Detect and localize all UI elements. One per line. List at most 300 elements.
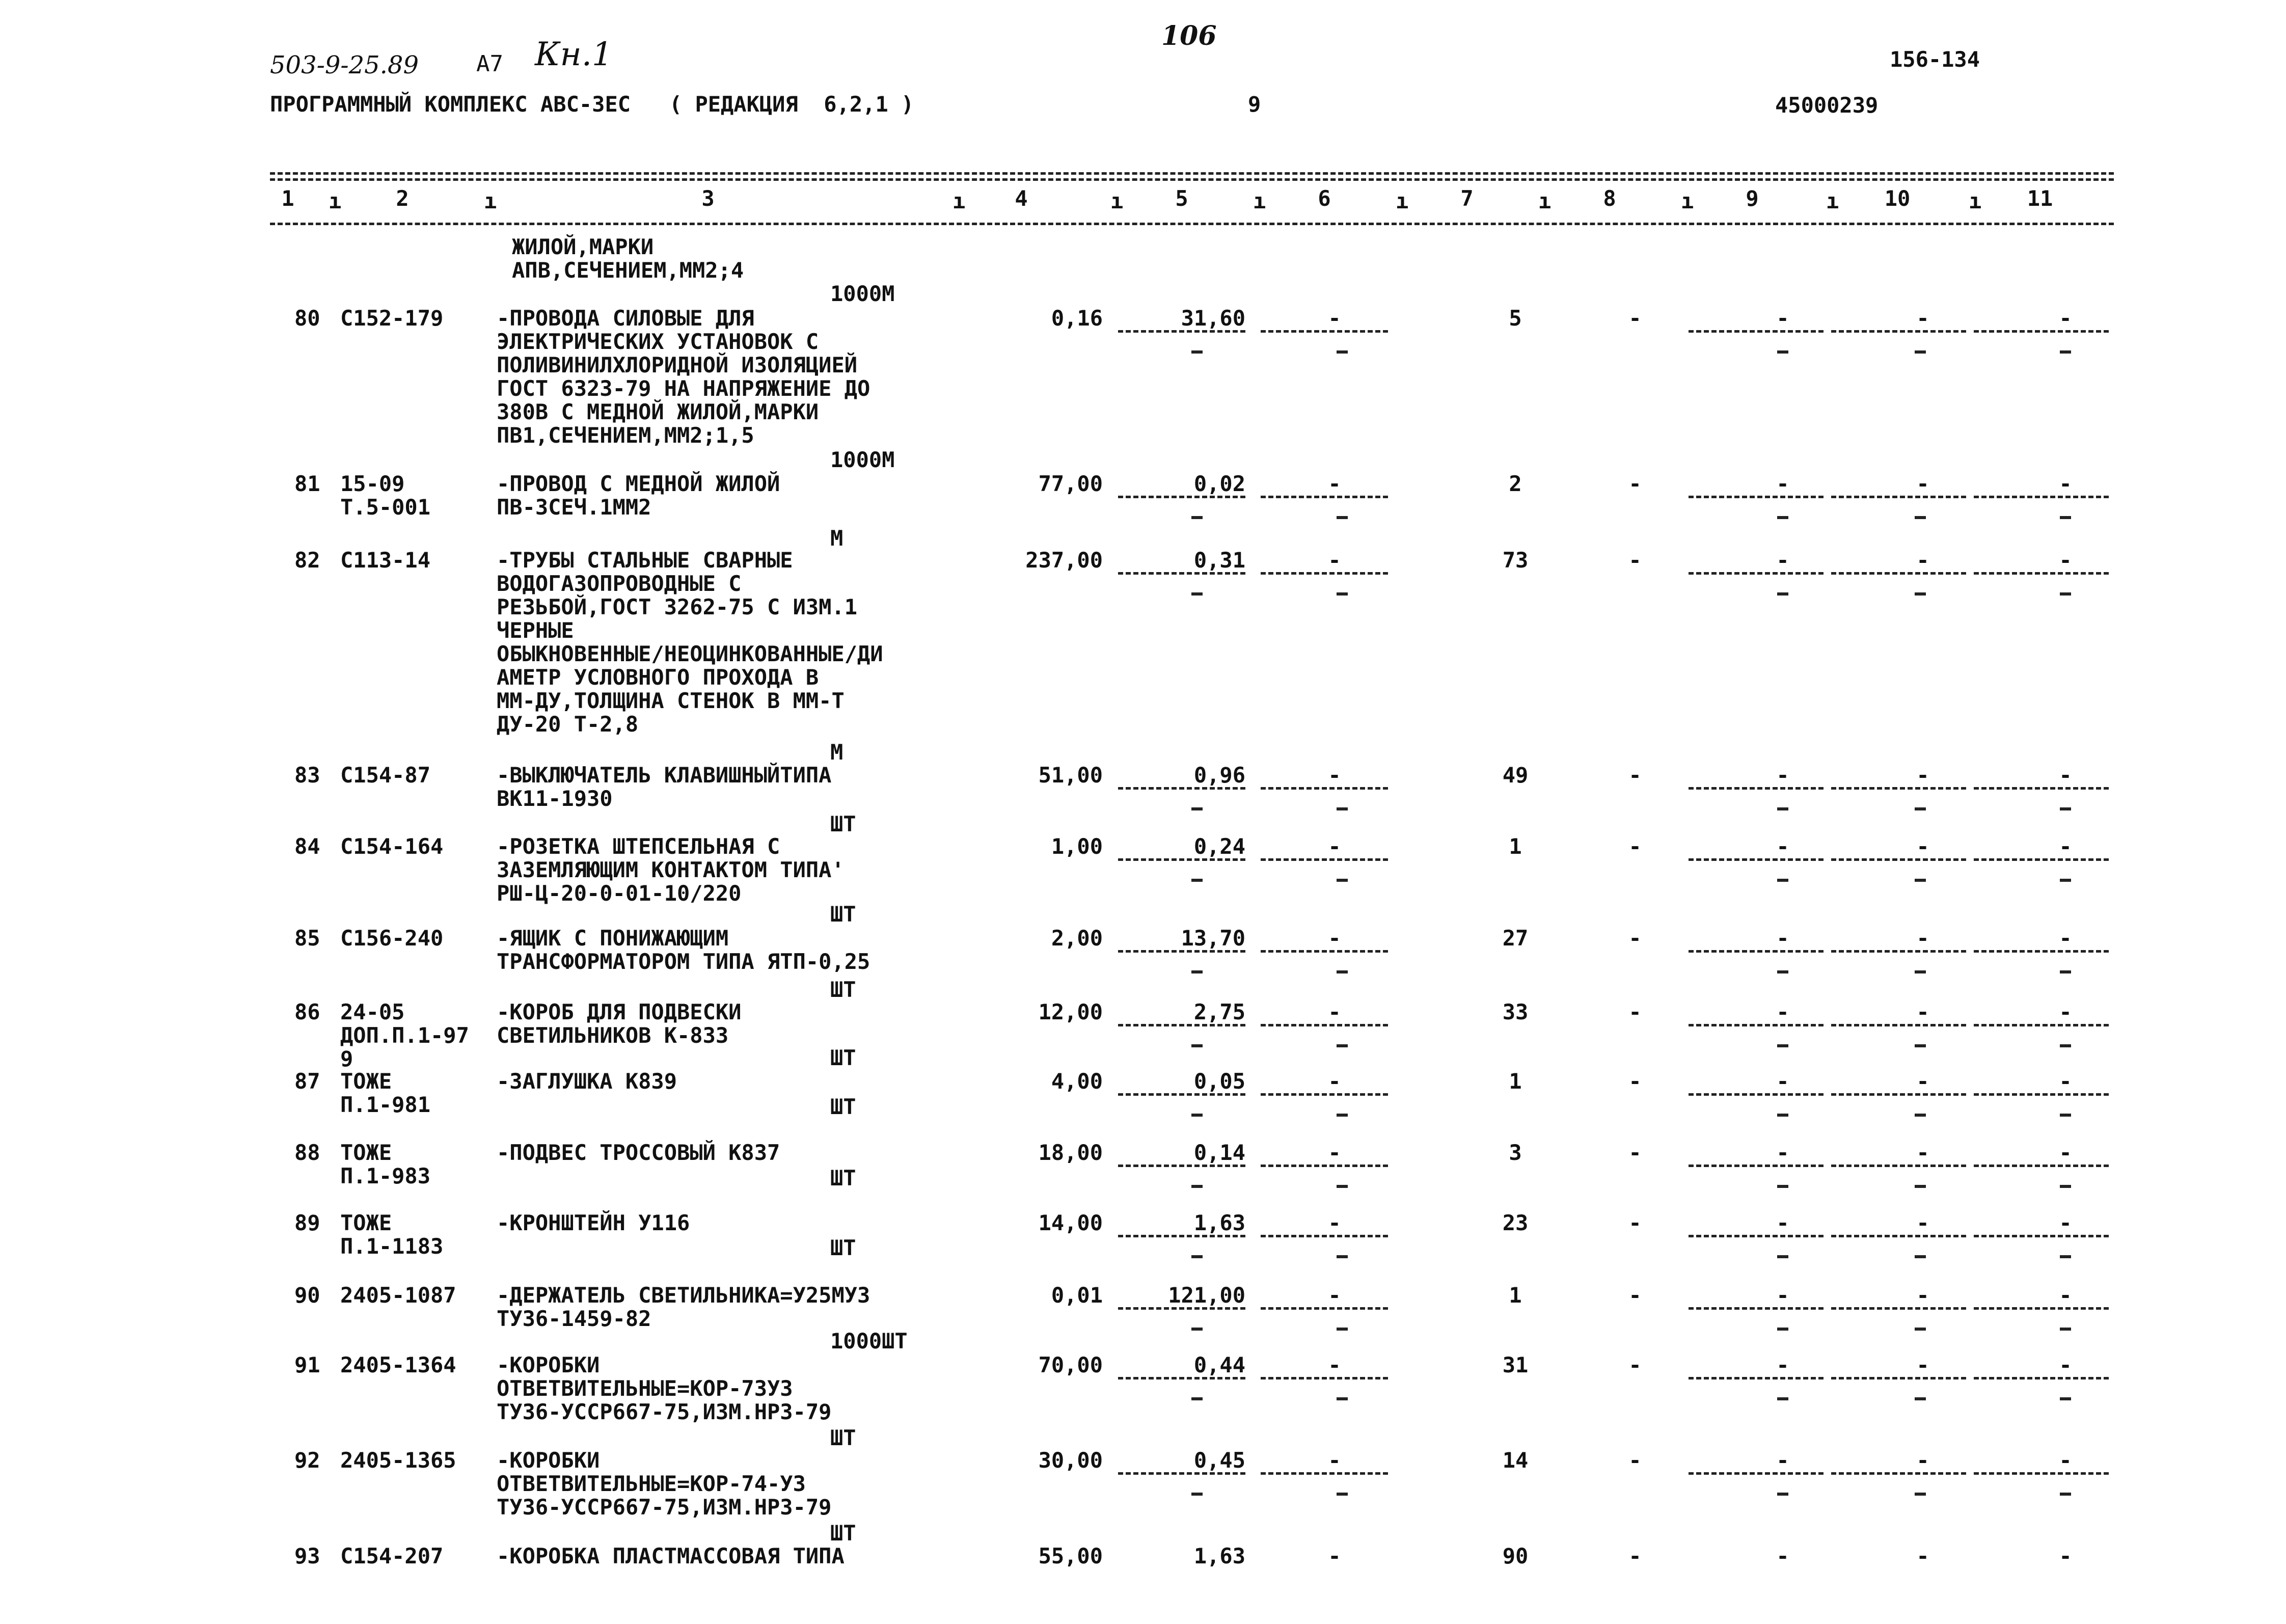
row-unit: ШТ <box>830 902 856 927</box>
row-col10: - <box>1916 834 1929 859</box>
empty-value-mark <box>1191 516 1203 519</box>
dashed-separator <box>1261 1093 1388 1096</box>
row-col9: - <box>1776 1283 1789 1308</box>
album-label: А7 <box>476 51 503 77</box>
row-col11: - <box>2059 1352 2072 1377</box>
row-col11: - <box>2059 834 2072 859</box>
row-col7: 14 <box>1502 1448 1529 1473</box>
column-header-6: 6 <box>1318 186 1331 211</box>
empty-value-mark <box>2060 1185 2071 1188</box>
empty-value-mark <box>1777 350 1788 354</box>
empty-value-mark <box>2060 1397 2071 1400</box>
row-col10: - <box>1916 999 1929 1024</box>
row-col11: - <box>2059 306 2072 331</box>
column-header-8: 8 <box>1603 186 1616 211</box>
row-col7: 3 <box>1509 1140 1522 1165</box>
row-col9: - <box>1776 1544 1789 1568</box>
row-quantity: 51,00 <box>1038 763 1103 788</box>
row-description: -ТРУБЫ СТАЛЬНЫЕ СВАРНЫЕ <box>497 548 793 573</box>
row-description: -КРОНШТЕЙН У116 <box>497 1210 690 1235</box>
empty-value-mark <box>1337 807 1348 810</box>
row-col11: - <box>2059 999 2072 1024</box>
carryover-unit: 1000М <box>830 281 895 306</box>
row-unit-price: 2,75 <box>1193 999 1245 1024</box>
empty-value-mark <box>1191 1397 1203 1400</box>
empty-value-mark <box>1191 970 1203 973</box>
column-separator: ı <box>1253 188 1266 213</box>
empty-value-mark <box>2060 1493 2071 1496</box>
top-left-code: 503-9-25.89 <box>270 51 419 79</box>
row-number: 91 <box>294 1352 320 1377</box>
row-col8: - <box>1628 1140 1642 1165</box>
row-code: 2405-1364 <box>340 1352 456 1377</box>
row-description: РШ-Ц-20-0-01-10/220 <box>497 881 742 906</box>
row-col8: - <box>1628 763 1642 788</box>
empty-value-mark <box>1337 1255 1348 1258</box>
dashed-separator <box>1261 950 1388 953</box>
dashed-separator <box>1974 1093 2109 1096</box>
row-number: 89 <box>294 1210 320 1235</box>
column-header-1: 1 <box>281 186 294 211</box>
row-unit: ШТ <box>830 1094 856 1119</box>
row-number: 85 <box>294 926 320 951</box>
dashed-separator <box>1974 950 2109 953</box>
row-description: -РОЗЕТКА ШТЕПСЕЛЬНАЯ С <box>497 834 780 859</box>
row-description: -ПОДВЕС ТРОССОВЫЙ К837 <box>497 1140 780 1165</box>
dashed-separator <box>1261 1024 1388 1026</box>
dashed-separator <box>1118 496 1245 498</box>
row-col10: - <box>1916 548 1929 573</box>
dashed-separator <box>1118 787 1245 790</box>
row-col7: 5 <box>1509 306 1522 331</box>
column-header-7: 7 <box>1460 186 1474 211</box>
dashed-separator <box>1689 496 1824 498</box>
empty-value-mark <box>1337 1328 1348 1331</box>
row-code: ДОП.П.1-97 <box>340 1023 469 1048</box>
row-quantity: 12,00 <box>1038 999 1103 1024</box>
row-code: ТОЖЕ <box>340 1069 392 1094</box>
empty-value-mark <box>1191 807 1203 810</box>
row-col10: - <box>1916 1283 1929 1308</box>
row-col6: - <box>1328 1352 1341 1377</box>
row-description: ТРАНСФОРМАТОРОМ ТИПА ЯТП-0,25 <box>497 949 870 974</box>
empty-value-mark <box>1915 1185 1926 1188</box>
row-number: 81 <box>294 471 320 496</box>
dashed-separator <box>1974 330 2109 333</box>
row-number: 87 <box>294 1069 320 1094</box>
row-code: С154-207 <box>340 1544 444 1568</box>
row-code: С113-14 <box>340 548 431 573</box>
row-col7: 90 <box>1502 1544 1529 1568</box>
row-col11: - <box>2059 1448 2072 1473</box>
row-col9: - <box>1776 926 1789 951</box>
empty-value-mark <box>1337 1493 1348 1496</box>
row-description: ТУ36-УССР667-75,ИЗМ.НР3-79 <box>497 1399 832 1424</box>
empty-value-mark <box>2060 350 2071 354</box>
row-unit: ШТ <box>830 977 856 1002</box>
row-quantity: 237,00 <box>1025 548 1103 573</box>
row-quantity: 0,16 <box>1051 306 1103 331</box>
row-col9: - <box>1776 1210 1789 1235</box>
column-header-3: 3 <box>701 186 715 211</box>
dashed-separator <box>1261 1472 1388 1475</box>
row-unit-price: 0,14 <box>1193 1140 1245 1165</box>
row-unit: ШТ <box>830 1235 856 1260</box>
table-top-rule <box>270 172 2114 175</box>
empty-value-mark <box>1915 1397 1926 1400</box>
row-col10: - <box>1916 1069 1929 1094</box>
row-unit: 1000ШТ <box>830 1329 908 1354</box>
empty-value-mark <box>1337 1185 1348 1188</box>
row-col7: 23 <box>1502 1210 1529 1235</box>
dashed-separator <box>1831 330 1966 333</box>
column-separator: ı <box>1110 188 1124 213</box>
row-unit-price: 0,02 <box>1193 471 1245 496</box>
row-description: -ВЫКЛЮЧАТЕЛЬ КЛАВИШНЫЙТИПА <box>497 763 832 788</box>
row-col9: - <box>1776 763 1789 788</box>
dashed-separator <box>1118 1093 1245 1096</box>
row-code: П.1-1183 <box>340 1234 444 1259</box>
row-number: 92 <box>294 1448 320 1473</box>
row-number: 93 <box>294 1544 320 1568</box>
empty-value-mark <box>1337 1114 1348 1117</box>
row-col9: - <box>1776 306 1789 331</box>
empty-value-mark <box>2060 592 2071 596</box>
row-description: -КОРОБ ДЛЯ ПОДВЕСКИ <box>497 999 742 1024</box>
row-number: 80 <box>294 306 320 331</box>
empty-value-mark <box>1191 1493 1203 1496</box>
dashed-separator <box>1118 1235 1245 1237</box>
row-quantity: 1,00 <box>1051 834 1103 859</box>
empty-value-mark <box>1777 1255 1788 1258</box>
row-description: ЧЕРНЫЕ <box>497 618 574 643</box>
row-description: СВЕТИЛЬНИКОВ К-833 <box>497 1023 729 1048</box>
row-description: ОТВЕТВИТЕЛЬНЫЕ=КОР-73У3 <box>497 1376 793 1401</box>
row-description: 380В С МЕДНОЙ ЖИЛОЙ,МАРКИ <box>497 399 819 424</box>
row-code: С152-179 <box>340 306 444 331</box>
row-col6: - <box>1328 1544 1341 1568</box>
dashed-separator <box>1118 1024 1245 1026</box>
row-quantity: 0,01 <box>1051 1283 1103 1308</box>
row-description: -ЯЩИК С ПОНИЖАЮЩИМ <box>497 926 729 951</box>
row-description: -КОРОБКИ <box>497 1448 600 1473</box>
row-number: 90 <box>294 1283 320 1308</box>
row-col6: - <box>1328 763 1341 788</box>
row-unit: М <box>830 740 843 765</box>
row-unit-price: 0,44 <box>1193 1352 1245 1377</box>
row-col10: - <box>1916 471 1929 496</box>
row-unit: М <box>830 526 843 551</box>
row-col8: - <box>1628 926 1642 951</box>
row-unit: 1000М <box>830 447 895 472</box>
dashed-separator <box>1974 1377 2109 1379</box>
row-unit-price: 0,45 <box>1193 1448 1245 1473</box>
row-col7: 73 <box>1502 548 1529 573</box>
row-col10: - <box>1916 1448 1929 1473</box>
row-col6: - <box>1328 471 1341 496</box>
column-separator: ı <box>484 188 497 213</box>
row-col8: - <box>1628 548 1642 573</box>
empty-value-mark <box>1191 1185 1203 1188</box>
row-quantity: 30,00 <box>1038 1448 1103 1473</box>
document-id: 45000239 <box>1775 93 1879 118</box>
empty-value-mark <box>1777 1397 1788 1400</box>
dashed-separator <box>1831 496 1966 498</box>
dashed-separator <box>1689 330 1824 333</box>
dashed-separator <box>1831 1472 1966 1475</box>
row-unit: ШТ <box>830 1166 856 1190</box>
empty-value-mark <box>1777 1044 1788 1047</box>
dashed-separator <box>1689 787 1824 790</box>
dashed-separator <box>1831 1093 1966 1096</box>
row-unit-price: 1,63 <box>1193 1544 1245 1568</box>
row-col11: - <box>2059 471 2072 496</box>
row-unit: ШТ <box>830 1521 856 1546</box>
row-code: П.1-983 <box>340 1163 431 1188</box>
empty-value-mark <box>1337 516 1348 519</box>
empty-value-mark <box>1191 1044 1203 1047</box>
row-col6: - <box>1328 834 1341 859</box>
row-code: С156-240 <box>340 926 444 951</box>
row-col8: - <box>1628 834 1642 859</box>
dashed-separator <box>1831 1165 1966 1167</box>
row-number: 84 <box>294 834 320 859</box>
dashed-separator <box>1689 572 1824 575</box>
row-col8: - <box>1628 1210 1642 1235</box>
dashed-separator <box>1689 1377 1824 1379</box>
row-code: 2405-1365 <box>340 1448 456 1473</box>
row-quantity: 2,00 <box>1051 926 1103 951</box>
dashed-separator <box>1831 1377 1966 1379</box>
dashed-separator <box>1689 1093 1824 1096</box>
row-unit-price: 0,24 <box>1193 834 1245 859</box>
column-header-9: 9 <box>1746 186 1759 211</box>
row-unit: ШТ <box>830 1425 856 1450</box>
empty-value-mark <box>1915 516 1926 519</box>
row-unit-price: 1,63 <box>1193 1210 1245 1235</box>
empty-value-mark <box>1337 350 1348 354</box>
empty-value-mark <box>1777 807 1788 810</box>
dashed-separator <box>1261 1165 1388 1167</box>
row-description: ПВ-3СЕЧ.1ММ2 <box>497 495 651 520</box>
dashed-separator <box>1261 1377 1388 1379</box>
row-col6: - <box>1328 1210 1341 1235</box>
dashed-separator <box>1118 858 1245 861</box>
row-col10: - <box>1916 763 1929 788</box>
row-description: РЕЗЬБОЙ,ГОСТ 3262-75 С ИЗМ.1 <box>497 594 858 619</box>
row-col7: 2 <box>1509 471 1522 496</box>
empty-value-mark <box>1915 1493 1926 1496</box>
empty-value-mark <box>2060 1114 2071 1117</box>
row-col10: - <box>1916 1352 1929 1377</box>
dashed-separator <box>1689 1472 1824 1475</box>
row-col9: - <box>1776 1069 1789 1094</box>
row-col6: - <box>1328 926 1341 951</box>
row-description: -ЗАГЛУШКА К839 <box>497 1069 677 1094</box>
row-description: -ПРОВОДА СИЛОВЫЕ ДЛЯ <box>497 306 754 331</box>
column-separator: ı <box>1826 188 1839 213</box>
empty-value-mark <box>1777 1185 1788 1188</box>
column-header-11: 11 <box>2027 186 2053 211</box>
row-code: 24-05 <box>340 999 405 1024</box>
dashed-separator <box>1118 1165 1245 1167</box>
row-col7: 1 <box>1509 834 1522 859</box>
dashed-separator <box>1118 950 1245 953</box>
row-unit: ШТ <box>830 1045 856 1070</box>
dashed-separator <box>1261 1235 1388 1237</box>
empty-value-mark <box>2060 807 2071 810</box>
row-col9: - <box>1776 1448 1789 1473</box>
empty-value-mark <box>1191 879 1203 882</box>
empty-value-mark <box>1191 350 1203 354</box>
dashed-separator <box>1974 1165 2109 1167</box>
row-code: П.1-981 <box>340 1092 431 1117</box>
row-col7: 49 <box>1502 763 1529 788</box>
dashed-separator <box>1118 572 1245 575</box>
row-col9: - <box>1776 999 1789 1024</box>
dashed-separator <box>1974 572 2109 575</box>
empty-value-mark <box>2060 1044 2071 1047</box>
row-quantity: 14,00 <box>1038 1210 1103 1235</box>
row-col8: - <box>1628 1352 1642 1377</box>
empty-value-mark <box>1337 1044 1348 1047</box>
row-quantity: 55,00 <box>1038 1544 1103 1568</box>
column-header-4: 4 <box>1015 186 1028 211</box>
empty-value-mark <box>1915 592 1926 596</box>
row-description: ВОДОГАЗОПРОВОДНЫЕ С <box>497 571 742 596</box>
empty-value-mark <box>1777 1493 1788 1496</box>
dashed-separator <box>1831 1024 1966 1026</box>
row-col6: - <box>1328 1448 1341 1473</box>
column-separator: ı <box>1538 188 1552 213</box>
row-quantity: 77,00 <box>1038 471 1103 496</box>
empty-value-mark <box>1777 970 1788 973</box>
row-description: ОТВЕТВИТЕЛЬНЫЕ=КОР-74-У3 <box>497 1471 806 1496</box>
row-col8: - <box>1628 1448 1642 1473</box>
empty-value-mark <box>1191 592 1203 596</box>
row-code: С154-87 <box>340 763 431 788</box>
row-quantity: 18,00 <box>1038 1140 1103 1165</box>
empty-value-mark <box>1777 592 1788 596</box>
column-separator: ı <box>1969 188 1982 213</box>
empty-value-mark <box>1915 879 1926 882</box>
empty-value-mark <box>1915 970 1926 973</box>
column-header-5: 5 <box>1175 186 1188 211</box>
row-col7: 27 <box>1502 926 1529 951</box>
dashed-separator <box>1261 572 1388 575</box>
empty-value-mark <box>1337 592 1348 596</box>
empty-value-mark <box>1915 350 1926 354</box>
row-code: ТОЖЕ <box>340 1210 392 1235</box>
column-header-10: 10 <box>1884 186 1911 211</box>
dashed-separator <box>1689 858 1824 861</box>
empty-value-mark <box>1777 516 1788 519</box>
row-number: 83 <box>294 763 320 788</box>
row-col9: - <box>1776 548 1789 573</box>
row-description: ТУ36-УССР667-75,ИЗМ.НР3-79 <box>497 1495 832 1520</box>
row-col11: - <box>2059 1140 2072 1165</box>
empty-value-mark <box>1777 1114 1788 1117</box>
row-col6: - <box>1328 306 1341 331</box>
dashed-separator <box>1974 1307 2109 1310</box>
empty-value-mark <box>1337 1397 1348 1400</box>
empty-value-mark <box>1191 1255 1203 1258</box>
carryover-line: АПВ,СЕЧЕНИЕМ,ММ2;4 <box>512 258 744 283</box>
row-col6: - <box>1328 1283 1341 1308</box>
row-col7: 33 <box>1502 999 1529 1024</box>
carryover-line: ЖИЛОЙ,МАРКИ <box>512 234 654 259</box>
dashed-separator <box>1118 1377 1245 1379</box>
dashed-separator <box>1974 1472 2109 1475</box>
row-col8: - <box>1628 999 1642 1024</box>
empty-value-mark <box>1777 1328 1788 1331</box>
dashed-separator <box>1118 1307 1245 1310</box>
row-col6: - <box>1328 548 1341 573</box>
empty-value-mark <box>1191 1328 1203 1331</box>
row-description: -КОРОБКИ <box>497 1352 600 1377</box>
row-col11: - <box>2059 926 2072 951</box>
empty-value-mark <box>1337 970 1348 973</box>
column-separator: ı <box>329 188 342 213</box>
empty-value-mark <box>2060 879 2071 882</box>
empty-value-mark <box>2060 516 2071 519</box>
row-code: Т.5-001 <box>340 495 431 520</box>
row-col6: - <box>1328 999 1341 1024</box>
dashed-separator <box>1974 496 2109 498</box>
row-col8: - <box>1628 1069 1642 1094</box>
dashed-separator <box>1831 950 1966 953</box>
empty-value-mark <box>1777 879 1788 882</box>
empty-value-mark <box>2060 1328 2071 1331</box>
empty-value-mark <box>1915 1328 1926 1331</box>
row-col11: - <box>2059 1283 2072 1308</box>
row-unit: ШТ <box>830 811 856 836</box>
row-col11: - <box>2059 1210 2072 1235</box>
row-description: ПВ1,СЕЧЕНИЕМ,ММ2;1,5 <box>497 423 754 448</box>
dashed-separator <box>1261 858 1388 861</box>
row-code: С154-164 <box>340 834 444 859</box>
dashed-separator <box>1689 1235 1824 1237</box>
empty-value-mark <box>1337 879 1348 882</box>
row-code: 15-09 <box>340 471 405 496</box>
column-separator: ı <box>1396 188 1409 213</box>
row-number: 88 <box>294 1140 320 1165</box>
row-col8: - <box>1628 1544 1642 1568</box>
row-col11: - <box>2059 1544 2072 1568</box>
program-title: ПРОГРАММНЫЙ КОМПЛЕКС АВС-3ЕС ( РЕДАКЦИЯ 6,2,1 ) <box>270 92 914 117</box>
row-description: ОБЫКНОВЕННЫЕ/НЕОЦИНКОВАННЫЕ/ДИ <box>497 641 883 666</box>
row-col11: - <box>2059 1069 2072 1094</box>
row-description: ТУ36-1459-82 <box>497 1306 651 1331</box>
page-number: 106 <box>1161 20 1217 51</box>
row-col11: - <box>2059 548 2072 573</box>
dashed-separator <box>1689 1307 1824 1310</box>
row-col8: - <box>1628 306 1642 331</box>
row-unit-price: 0,96 <box>1193 763 1245 788</box>
row-description: ММ-ДУ,ТОЛЩИНА СТЕНОК В ММ-Т <box>497 688 845 713</box>
row-unit-price: 0,31 <box>1193 548 1245 573</box>
empty-value-mark <box>1191 1114 1203 1117</box>
dashed-separator <box>1974 858 2109 861</box>
empty-value-mark <box>1915 1255 1926 1258</box>
row-number: 86 <box>294 999 320 1024</box>
row-number: 82 <box>294 548 320 573</box>
row-description: ВК11-1930 <box>497 786 613 811</box>
row-description: -ДЕРЖАТЕЛЬ СВЕТИЛЬНИКА=У25МУ3 <box>497 1283 870 1308</box>
empty-value-mark <box>1915 1114 1926 1117</box>
column-separator: ı <box>953 188 966 213</box>
row-col7: 1 <box>1509 1283 1522 1308</box>
